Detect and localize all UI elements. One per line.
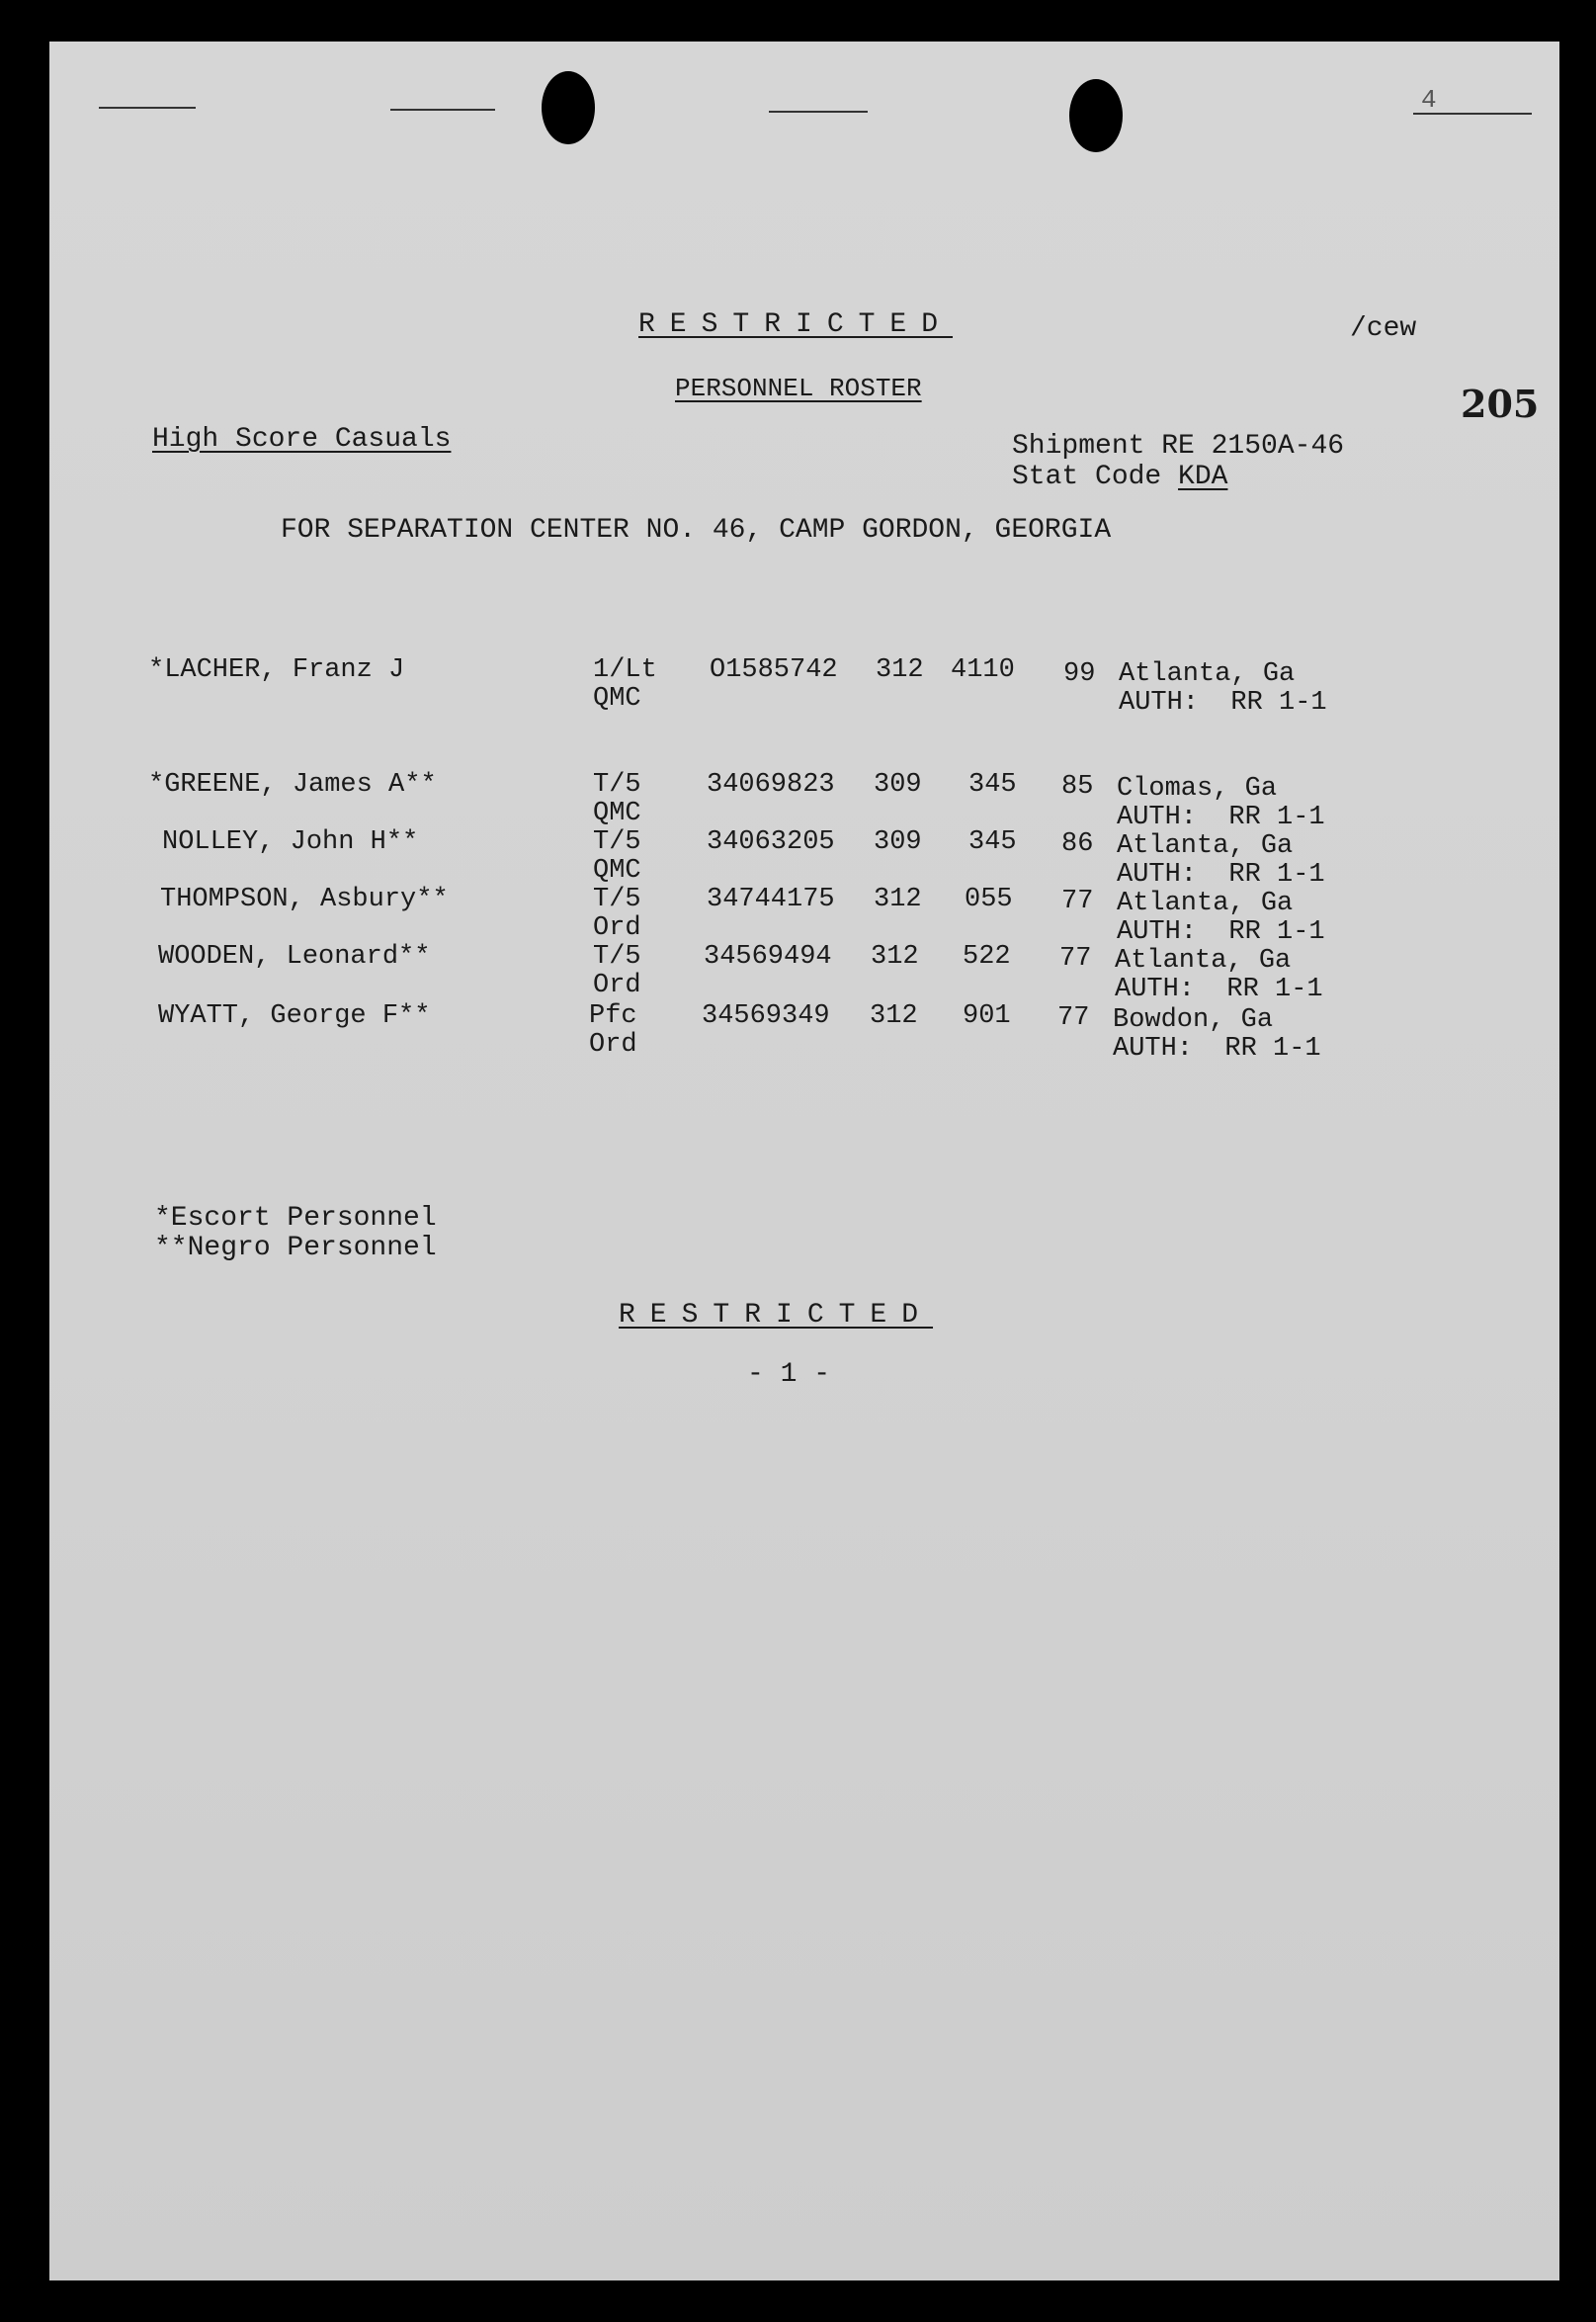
- table-row: [49, 885, 1559, 947]
- stat-code-value: KDA: [1178, 462, 1228, 492]
- branch-cell: Ord: [593, 971, 641, 1000]
- city-cell: Atlanta, Ga: [1117, 831, 1294, 861]
- col-c-cell: 85: [1061, 772, 1094, 802]
- table-row: [49, 770, 1559, 832]
- col-b-cell: 055: [965, 885, 1013, 914]
- table-row: [49, 655, 1559, 718]
- table-row: [49, 827, 1559, 890]
- grade-cell: T/5: [593, 885, 641, 914]
- city-cell: Bowdon, Ga: [1113, 1005, 1274, 1035]
- grade-cell: 1/Lt: [593, 655, 657, 685]
- grade-cell: T/5: [593, 827, 641, 857]
- margin-tick: [390, 109, 495, 111]
- col-a-cell: 312: [871, 942, 919, 972]
- punch-hole-right: [1069, 79, 1123, 152]
- page-number: - 1 -: [747, 1359, 831, 1390]
- city-cell: Atlanta, Ga: [1117, 889, 1294, 918]
- name-cell: THOMPSON, Asbury**: [160, 885, 449, 914]
- auth-cell: AUTH: RR 1-1: [1115, 975, 1323, 1004]
- col-b-cell: 345: [968, 770, 1017, 800]
- col-c-cell: 86: [1061, 829, 1094, 859]
- col-a-cell: 309: [874, 827, 922, 857]
- auth-cell: AUTH: RR 1-1: [1117, 860, 1325, 890]
- name-cell: NOLLEY, John H**: [162, 827, 419, 857]
- serial-cell: 34744175: [707, 885, 835, 914]
- margin-tick: [99, 107, 196, 109]
- col-b-cell: 901: [963, 1001, 1011, 1031]
- punch-hole-left: [542, 71, 595, 144]
- col-b-cell: 345: [968, 827, 1017, 857]
- name-cell: WYATT, George F**: [158, 1001, 431, 1031]
- col-b-cell: 522: [963, 942, 1011, 972]
- col-a-cell: 312: [874, 885, 922, 914]
- margin-tick: [769, 111, 868, 113]
- destination-line: FOR SEPARATION CENTER NO. 46, CAMP GORDON, GEORGIA: [281, 515, 1112, 546]
- grade-cell: T/5: [593, 770, 641, 800]
- col-c-cell: 99: [1063, 659, 1096, 689]
- col-c-cell: 77: [1059, 944, 1092, 974]
- stat-code: [1012, 463, 1227, 492]
- branch-cell: QMC: [593, 799, 641, 828]
- group-label: High Score Casuals: [152, 424, 452, 455]
- classification-bottom: RESTRICTED: [619, 1300, 934, 1331]
- auth-cell: AUTH: RR 1-1: [1117, 917, 1325, 947]
- stat-code-label: Stat Code: [1012, 462, 1179, 492]
- col-b-cell: 4110: [951, 655, 1015, 685]
- typist-initials: /cew: [1350, 313, 1417, 344]
- roster-title: PERSONNEL ROSTER: [675, 374, 922, 403]
- grade-cell: Pfc: [589, 1001, 637, 1031]
- serial-cell: 34069823: [707, 770, 835, 800]
- handwritten-mark: 4: [1421, 85, 1437, 115]
- name-cell: *GREENE, James A**: [148, 770, 437, 800]
- name-cell: WOODEN, Leonard**: [158, 942, 431, 972]
- branch-cell: QMC: [593, 856, 641, 886]
- city-cell: Clomas, Ga: [1117, 774, 1278, 804]
- classification-top: RESTRICTED: [638, 309, 954, 340]
- footnote-negro: **Negro Personnel: [154, 1233, 437, 1263]
- col-a-cell: 312: [876, 655, 924, 685]
- auth-cell: AUTH: RR 1-1: [1119, 688, 1327, 718]
- table-row: [49, 942, 1559, 1004]
- table-row: [49, 1001, 1559, 1064]
- col-a-cell: 312: [870, 1001, 918, 1031]
- auth-cell: AUTH: RR 1-1: [1113, 1034, 1321, 1064]
- col-a-cell: 309: [874, 770, 922, 800]
- page-stamp: 205: [1461, 382, 1540, 426]
- serial-cell: 34569494: [704, 942, 832, 972]
- grade-cell: T/5: [593, 942, 641, 972]
- branch-cell: QMC: [593, 684, 641, 714]
- shipment-number: Shipment RE 2150A-46: [1012, 431, 1345, 462]
- city-cell: Atlanta, Ga: [1115, 946, 1292, 976]
- serial-cell: 34569349: [702, 1001, 830, 1031]
- branch-cell: Ord: [593, 913, 641, 943]
- col-c-cell: 77: [1057, 1003, 1090, 1033]
- col-c-cell: 77: [1061, 887, 1094, 916]
- serial-cell: O1585742: [710, 655, 838, 685]
- auth-cell: AUTH: RR 1-1: [1117, 803, 1325, 832]
- serial-cell: 34063205: [707, 827, 835, 857]
- name-cell: *LACHER, Franz J: [148, 655, 405, 685]
- document-page: [49, 42, 1559, 2280]
- city-cell: Atlanta, Ga: [1119, 659, 1296, 689]
- footnote-escort: *Escort Personnel: [154, 1203, 437, 1234]
- branch-cell: Ord: [589, 1030, 637, 1060]
